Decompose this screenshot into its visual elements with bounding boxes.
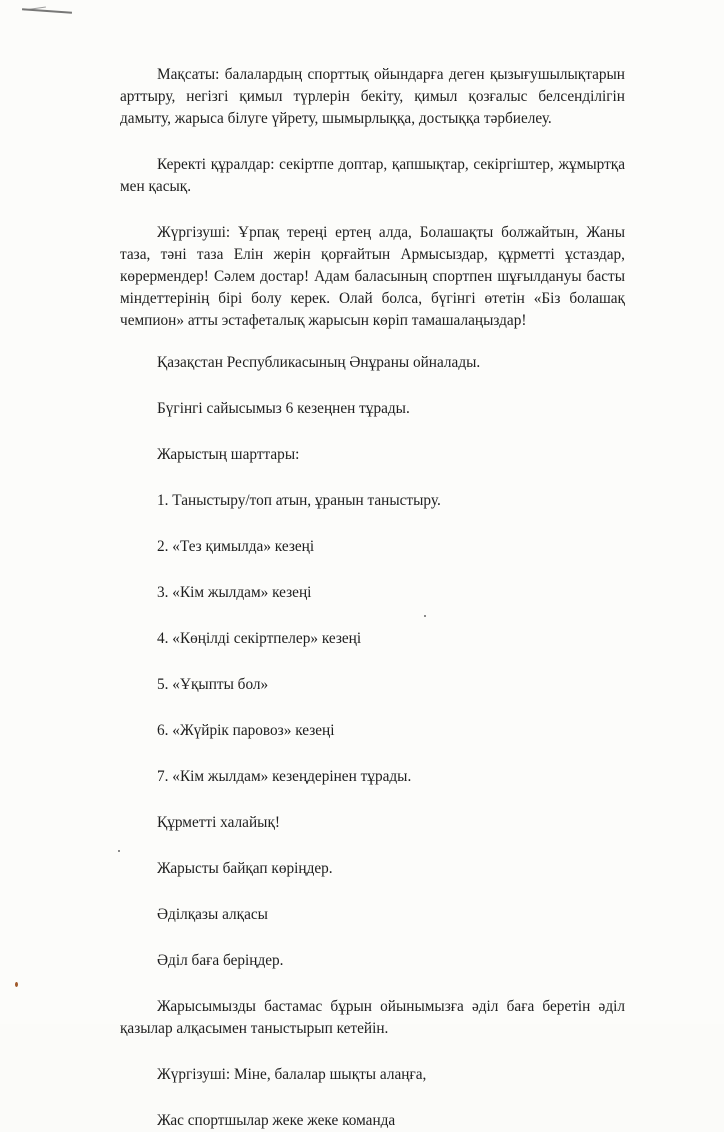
rule-item-2: 2. «Тез қимылда» кезеңі [157,538,315,555]
ink-speck [15,982,18,987]
stages-count-line: Бүгінгі сайысымыз 6 кезеңнен тұрады. [157,400,410,417]
host-intro-paragraph: Жүргізуші: Ұрпақ тереңі ертең алда, Болашақты болжайтын, Жаны таза, тәні таза Елін жерін қорғайтын Армысыздар, құрметті ұстаздар, көрермендер! Сәлем достар! Адам баласының спортпен шұғылдануы басты міндеттерінің бірі болу керек. Олай болса, бүгінгі өтетін «Біз болашақ чемпион» атты эстафеталық жарысын көріп тамашалаңыздар! [120,224,625,329]
fair-judgment-line: Әділ баға беріңдер. [157,952,284,969]
teams-line: Жас спортшылар жеке жеке команда [157,1112,396,1129]
jury-intro-paragraph: Жарысымызды бастамас бұрын ойынымызға әділ баға беретін әділ қазылар алқасымен таныстырып кетейін. [120,998,625,1037]
rule-item-4: 4. «Көңілді секіртпелер» кезеңі [157,630,362,647]
rules-heading: Жарыстың шарттары: [157,446,300,463]
jury-line: Әділқазы алқасы [157,906,268,923]
rule-item-3: 3. «Кім жылдам» кезеңі [157,584,312,601]
watch-line: Жарысты байқап көріңдер. [157,860,333,877]
rule-item-6: 6. «Жүйрік паровоз» кезеңі [157,722,335,739]
rule-item-7: 7. «Кім жылдам» кезеңдерінен тұрады. [157,768,412,785]
rule-item-1: 1. Таныстыру/топ атын, ұранын таныстыру. [157,492,441,509]
equipment-paragraph: Керекті құралдар: секіртпе доптар, қапшықтар, секіргіштер, жұмыртқа мен қасық. [120,156,625,195]
goal-paragraph: Мақсаты: балалардың спорттық ойындарға деген қызығушылықтарын арттыру, негізгі қимыл түрлерін бекіту, қимыл қозғалыс белсенділігін дамыту, жарыса білуге үйрету, шымырлыққа, достыққа тәрбиелеу. [120,66,625,127]
rule-item-5: 5. «Ұқыпты бол» [157,676,269,693]
host-final-line: Жүргізуші: Міне, балалар шықты алаңға, [157,1066,427,1083]
document-body [120,64,625,1132]
anthem-line: Қазақстан Республикасының Әнұраны ойналады. [157,354,481,371]
greeting-line: Құрметті халайық! [157,814,280,831]
